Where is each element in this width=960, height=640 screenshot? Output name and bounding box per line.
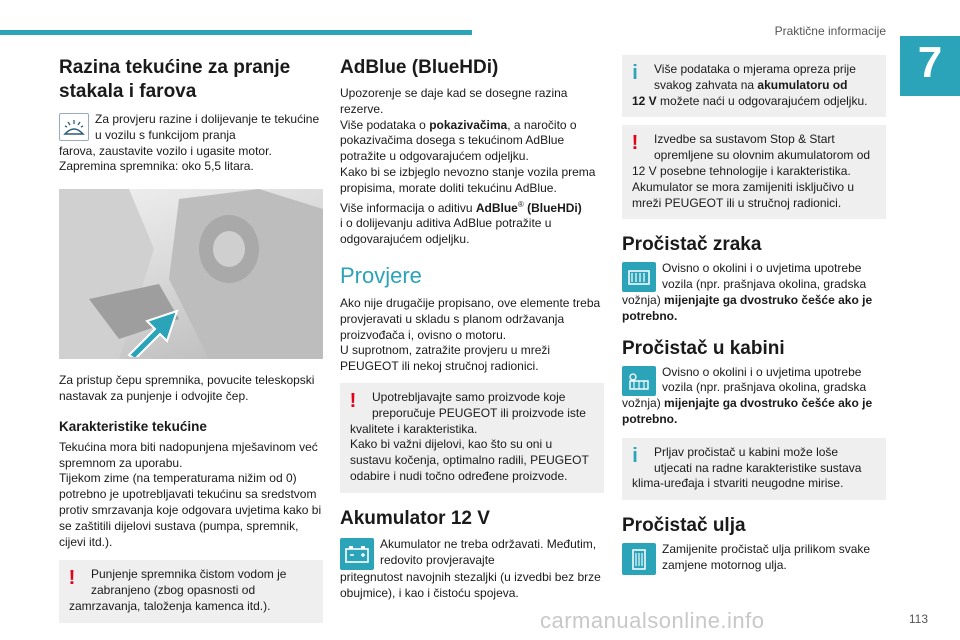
washer-intro-rest: farova, zaustavite vozilo i ugasite motor. <box>59 143 272 158</box>
washer-reservoir-photo <box>59 189 323 359</box>
washer-fluid-icon <box>59 113 89 141</box>
oil-filter-title: Pročistač ulja <box>622 515 746 537</box>
fluid-characteristics-p1: Tekućina mora biti nadopunjena mješavinom već spremnom za uporabu. <box>59 439 318 470</box>
cabin-filter-title: Pročistač u kabini <box>622 337 785 359</box>
adblue-p4: Više informacija o aditivu AdBlue® (BlueHDi) i o dolijevanju aditiva AdBlue potražite u odgovarajućem odjeljku. <box>340 199 582 247</box>
cabin-filter-info-note <box>622 438 886 500</box>
adblue-p2: Više podataka o pokazivačima, a naročito o pokazivačima dosega s tekućinom AdBlue potražite u odgovarajućem odjeljku. <box>340 117 577 164</box>
chapter-number: 7 <box>917 38 943 87</box>
checks-title: Provjere <box>340 262 422 288</box>
page-number: 113 <box>908 612 928 626</box>
chapter-tab <box>900 36 960 96</box>
arrow-indicator-icon <box>127 307 187 357</box>
washer-capacity: Zapremina spremnika: oko 5,5 litara. <box>59 159 254 174</box>
fluid-characteristics-title: Karakteristike tekućine <box>59 418 207 434</box>
cabin-info-rest: klima-uređaja i stvariti neugodne mirise. <box>632 476 844 491</box>
column-3 <box>622 50 886 575</box>
column-1 <box>59 50 323 623</box>
battery-icon <box>340 538 374 570</box>
cabin-filter-lead: Ovisno o okolini i o uvjetima upotrebe vozila (npr. prašnjava okolina, gradska <box>662 364 867 395</box>
battery-title: Akumulator 12 V <box>340 507 490 529</box>
info-mark-icon: i <box>632 62 638 84</box>
air-filter-title: Pročistač zraka <box>622 234 762 256</box>
checks-warning-rest2: Kako bi važni dijelovi, kao što su oni u sustavu kočenja, optimalno radili, PEUGEOT odabire i nudi točno određene proizvode. <box>350 437 589 483</box>
battery-info-note <box>622 55 886 117</box>
checks-p1: Ako nije drugačije propisano, ove elemente treba provjeravati u skladu s planom održavanja proizvođača i, ovisno o motoru. <box>340 295 601 342</box>
battery-info-lead: Više podataka o mjerama opreza prije svakog zahvata na akumulatoru od <box>654 62 856 92</box>
cabin-filter-icon <box>622 366 656 396</box>
watermark-text: carmanualsonline.info <box>540 608 765 633</box>
checks-p2: U suprotnom, zatražite provjeru u mreži PEUGEOT ili nekoj stručnoj radionici. <box>340 343 551 374</box>
stop-start-warning-lead: Izvedbe sa sustavom Stop & Start opremljene su olovnim akumulatorom od <box>654 132 871 163</box>
air-filter-rest: vožnja) mijenjajte ga dvostruko češće ako je potrebno. <box>622 292 873 323</box>
cabin-info-lead: Prljav pročistač u kabini može loše utjecati na radne karakteristike sustava <box>654 444 862 475</box>
header-accent-bar <box>0 30 472 35</box>
washer-warning-rest: zamrzavanja, taloženja kamenca itd.). <box>69 598 271 613</box>
washer-intro <box>59 112 323 175</box>
battery-section <box>340 537 604 602</box>
battery-info-rest: 12 V možete naći u odgovarajućem odjeljku. <box>632 93 868 108</box>
air-filter-icon <box>622 262 656 292</box>
checks-warning-note <box>340 383 604 493</box>
battery-rest: pritegnutost navojnih stezaljki (u izvedbi bez brze obujmice), i kao i čistoću spojeva. <box>340 569 601 600</box>
adblue-p3: Kako bi se izbjeglo nevozno stanje vozila prema propisima, morate doliti tekućinu AdBlue. <box>340 164 596 195</box>
oil-filter-text: Zamijenite pročistač ulja prilikom svake zamjene motornog ulja. <box>662 542 871 572</box>
cabin-filter-section <box>622 365 886 428</box>
oil-filter-section <box>622 542 886 574</box>
stop-start-warning-note <box>622 125 886 219</box>
air-filter-lead: Ovisno o okolini i o uvjetima upotrebe vozila (npr. prašnjava okolina, gradska <box>662 261 867 292</box>
washer-fluid-title: Razina tekućine za pranje stakala i farova <box>59 57 291 102</box>
info-mark-icon: i <box>632 444 638 467</box>
adblue-title: AdBlue (BlueHDi) <box>340 57 499 78</box>
warning-mark-icon: ! <box>68 567 76 590</box>
washer-intro-lead: Za provjeru razine i dolijevanje te tekućine u vozilu s funkcijom pranja <box>95 112 320 142</box>
column-2 <box>340 50 604 601</box>
warning-mark-icon: ! <box>631 132 639 155</box>
washer-warning-note <box>59 560 323 622</box>
cabin-filter-rest: vožnja) mijenjajte ga dvostruko češće ako je potrebno. <box>622 396 873 426</box>
adblue-p1: Upozorenje se daje kad se dosegne razina rezerve. <box>340 86 568 116</box>
fluid-characteristics-p2: Tijekom zime (na temperaturama nižim od 0) potrebno je upotrebljavati tekućinu sa sredstvom protiv smrzavanja koje odgovara uvjetima kako bi se zaštitili dijelovi sustava (pumpa, spremnik, cijevi itd.). <box>59 471 322 549</box>
stop-start-warning-rest: 12 V posebne tehnologije i karakteristika. Akumulator se mora zamijeniti isključivo u mreži PEUGEOT ili u stručnoj radionici. <box>632 163 855 210</box>
battery-lead: Akumulator ne treba održavati. Međutim, redovito provjeravajte <box>380 536 597 567</box>
washer-warning-lead: Punjenje spremnika čistom vodom je zabranjeno (zbog opasnosti od <box>91 567 287 598</box>
washer-access-text: Za pristup čepu spremnika, povucite teleskopski nastavak za punjenje i odvojite čep. <box>59 373 315 403</box>
warning-mark-icon: ! <box>349 389 357 412</box>
air-filter-section <box>622 261 886 324</box>
oil-filter-icon <box>622 543 656 575</box>
section-header-title: Praktične informacije <box>774 24 886 38</box>
checks-warning-lead: Upotrebljavajte samo proizvode koje preporučuje PEUGEOT ili proizvode iste <box>372 389 586 420</box>
checks-warning-rest1: kvalitete i karakteristika. <box>350 421 478 436</box>
